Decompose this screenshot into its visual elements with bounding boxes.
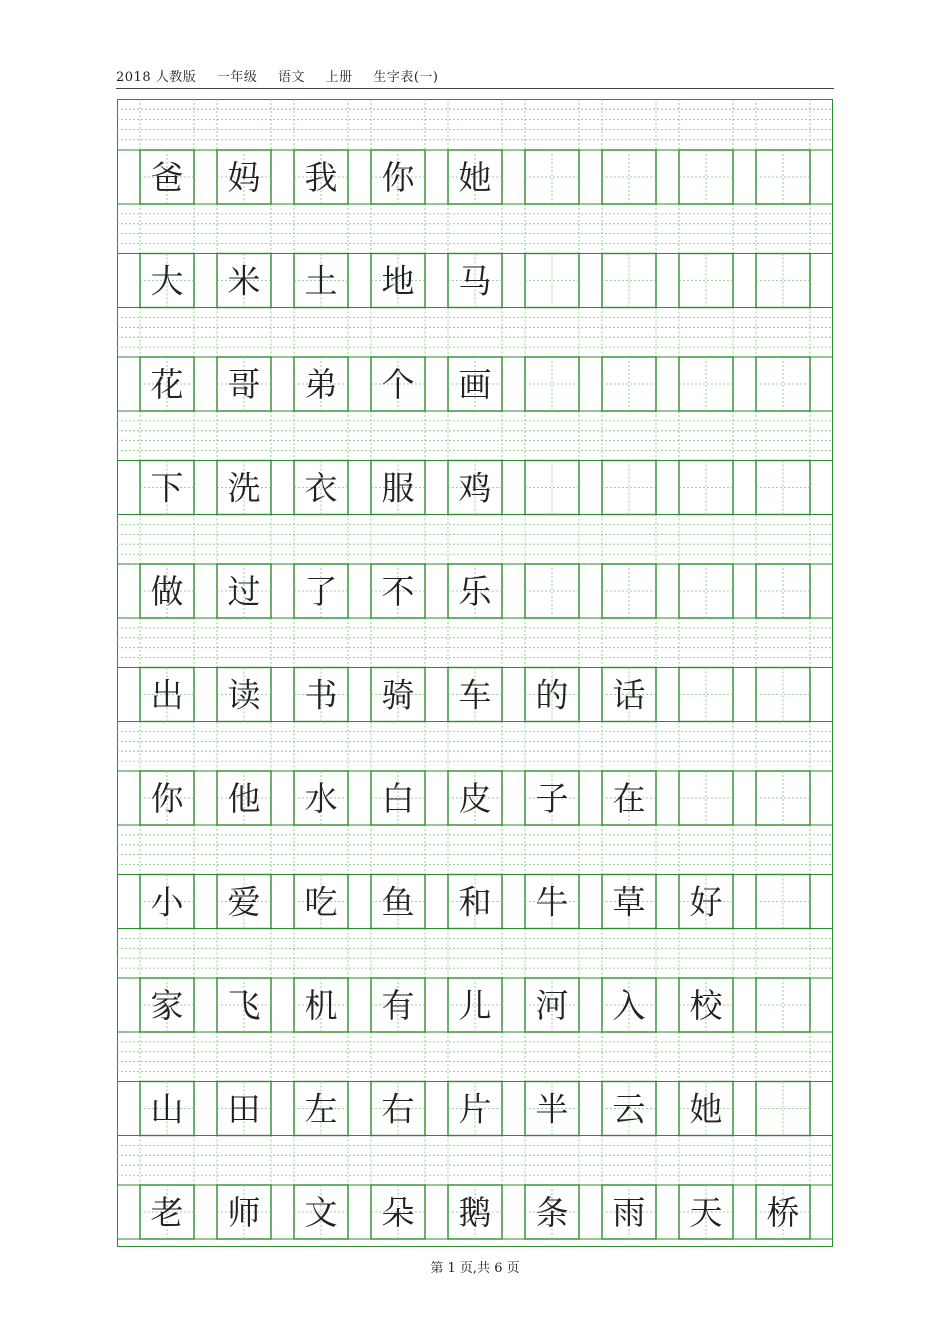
practice-character: 读 — [227, 675, 261, 715]
practice-character: 左 — [304, 1089, 338, 1129]
practice-character: 妈 — [227, 158, 261, 197]
practice-character: 过 — [227, 572, 261, 611]
practice-character: 桥 — [766, 1193, 800, 1232]
practice-character: 爸 — [150, 158, 184, 197]
practice-character: 出 — [150, 675, 184, 715]
practice-character: 皮 — [458, 779, 492, 818]
practice-character: 水 — [304, 779, 338, 818]
practice-character: 下 — [150, 468, 184, 508]
practice-character: 在 — [612, 779, 646, 818]
practice-character: 好 — [689, 882, 723, 922]
practice-character: 半 — [535, 1089, 569, 1129]
practice-character: 哥 — [227, 365, 261, 404]
practice-character: 和 — [458, 882, 492, 922]
practice-character: 花 — [150, 365, 184, 404]
practice-character: 鸡 — [458, 468, 492, 508]
practice-character: 米 — [227, 261, 261, 301]
header-subject: 语文 — [278, 70, 306, 85]
practice-character: 朵 — [381, 1193, 415, 1232]
practice-character: 车 — [458, 675, 492, 715]
header-edition: 2018 人教版 — [116, 70, 197, 85]
practice-character: 的 — [535, 675, 569, 715]
practice-character: 文 — [304, 1193, 338, 1232]
practice-character: 服 — [381, 468, 415, 508]
practice-character: 右 — [381, 1089, 415, 1129]
practice-character: 骑 — [381, 675, 415, 715]
practice-character: 了 — [304, 572, 338, 611]
practice-character: 草 — [612, 882, 646, 922]
practice-character: 田 — [227, 1089, 261, 1129]
practice-character: 校 — [689, 986, 723, 1025]
practice-character: 河 — [535, 986, 569, 1025]
practice-character: 她 — [458, 158, 492, 197]
practice-character: 白 — [381, 779, 415, 818]
practice-character: 有 — [381, 986, 415, 1025]
practice-character: 不 — [381, 572, 415, 611]
practice-character: 儿 — [458, 986, 492, 1025]
practice-character: 牛 — [535, 882, 569, 922]
practice-character: 我 — [304, 158, 338, 197]
header-volume: 上册 — [325, 70, 353, 85]
practice-character: 机 — [304, 986, 338, 1025]
practice-character: 爱 — [227, 882, 261, 922]
practice-character: 条 — [535, 1193, 569, 1232]
practice-character: 大 — [150, 261, 184, 301]
practice-character: 弟 — [304, 365, 338, 404]
practice-character: 画 — [458, 365, 492, 404]
practice-character: 家 — [150, 986, 184, 1025]
practice-character: 云 — [612, 1089, 646, 1129]
practice-character: 话 — [612, 675, 646, 715]
practice-character: 入 — [612, 986, 646, 1025]
header-grade: 一年级 — [216, 70, 258, 85]
practice-character: 雨 — [612, 1193, 646, 1232]
practice-character: 洗 — [227, 468, 261, 508]
practice-character: 土 — [304, 261, 338, 301]
practice-character: 片 — [458, 1089, 492, 1129]
practice-character: 小 — [150, 882, 184, 922]
practice-character: 鹅 — [458, 1193, 492, 1232]
practice-character: 马 — [458, 261, 492, 301]
practice-character: 子 — [535, 779, 569, 818]
practice-character: 个 — [381, 365, 415, 404]
practice-character: 你 — [381, 158, 415, 197]
practice-character: 乐 — [458, 572, 492, 611]
practice-character: 书 — [304, 675, 338, 715]
practice-character: 做 — [150, 572, 184, 611]
practice-character: 飞 — [227, 986, 261, 1025]
practice-character: 吃 — [304, 882, 338, 922]
practice-character: 你 — [150, 779, 184, 818]
page-footer: 第 1 页,共 6 页 — [430, 1261, 520, 1276]
practice-character: 鱼 — [381, 882, 415, 922]
practice-character: 师 — [227, 1193, 261, 1232]
header-title: 生字表(一) — [373, 70, 439, 85]
practice-character: 山 — [150, 1089, 184, 1129]
practice-character: 她 — [689, 1089, 723, 1129]
practice-character: 地 — [381, 261, 415, 301]
practice-character: 衣 — [304, 468, 338, 508]
practice-character: 他 — [227, 779, 261, 818]
practice-character: 老 — [150, 1193, 184, 1232]
practice-character: 天 — [689, 1193, 723, 1232]
